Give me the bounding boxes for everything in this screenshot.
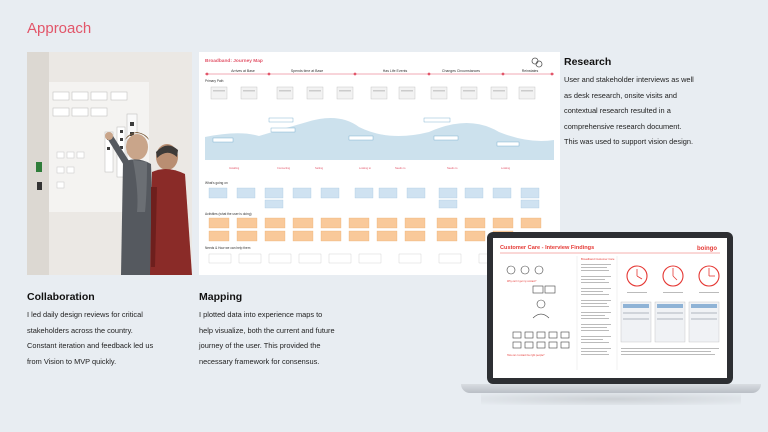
text-line: User and stakeholder interviews as well xyxy=(564,75,694,84)
text-line: comprehensive research document. xyxy=(564,121,682,131)
laptop-shadow xyxy=(481,393,741,405)
mapping-text xyxy=(199,307,369,369)
text-line: necessary framework for consensus. xyxy=(199,356,320,366)
stage-label: Changes Circumstances xyxy=(441,69,481,73)
laptop-screen xyxy=(487,232,733,384)
svg-text:Setting: Setting xyxy=(315,167,324,170)
interview-subtitle: Broadband Customer Care xyxy=(581,257,615,261)
svg-text:Needs to: Needs to xyxy=(395,167,406,170)
collaboration-text xyxy=(27,307,197,369)
text-line: as desk research, onsite visits and xyxy=(564,90,677,100)
svg-text:Connecting: Connecting xyxy=(277,167,291,170)
collaboration-heading: Collaboration xyxy=(27,291,95,303)
stage-label: Arrives at Base xyxy=(231,69,255,73)
stage-label: Spends time at Base xyxy=(290,69,324,73)
svg-text:Looking to: Looking to xyxy=(359,167,371,170)
text-line: journey of the user. This provided the xyxy=(199,341,321,350)
svg-text:How can I contact the right pe: How can I contact the right people? xyxy=(507,354,545,357)
svg-text:Looking: Looking xyxy=(501,167,511,170)
research-text xyxy=(564,72,754,150)
text-line: from Vision to MVP quickly. xyxy=(27,356,117,366)
text-line: This was used to support vision design. xyxy=(564,137,693,146)
text-line: I led daily design reviews for critical xyxy=(27,310,143,319)
row-label: Activities (what the user is doing) xyxy=(205,212,252,216)
row-label: What's going on xyxy=(205,181,228,185)
mapping-heading: Mapping xyxy=(199,291,243,303)
brand-logo: boingo xyxy=(697,246,717,252)
research-heading: Research xyxy=(564,56,612,68)
text-line: Constant iteration and feedback led us xyxy=(27,341,154,350)
text-line: stakeholders across the country. xyxy=(27,325,133,335)
laptop-base xyxy=(461,384,761,393)
svg-text:Why can't I get my contact?: Why can't I get my contact? xyxy=(507,280,537,283)
persona-icons xyxy=(507,266,569,348)
stage-label: Has Life Events xyxy=(382,69,408,73)
page-title: Approach xyxy=(27,20,92,37)
row-label: Primary Path xyxy=(205,79,224,83)
svg-text:Needs to: Needs to xyxy=(447,167,458,170)
text-line: I plotted data into experience maps to xyxy=(199,310,323,319)
journey-map-title: Broadband: Journey Map xyxy=(205,59,263,64)
laptop-mockup xyxy=(461,232,761,432)
row-label: Needs & How we can help them xyxy=(205,246,251,250)
link-icon xyxy=(532,58,542,67)
interview-title: Customer Care - Interview Findings xyxy=(500,245,595,251)
interview-findings-document xyxy=(493,238,727,378)
stage-label: Reinstates xyxy=(521,69,539,73)
collaboration-photo xyxy=(27,52,192,275)
svg-text:Installing: Installing xyxy=(229,167,240,170)
text-line: contextual research resulted in a xyxy=(564,106,671,115)
text-line: help visualize, both the current and future xyxy=(199,325,335,335)
